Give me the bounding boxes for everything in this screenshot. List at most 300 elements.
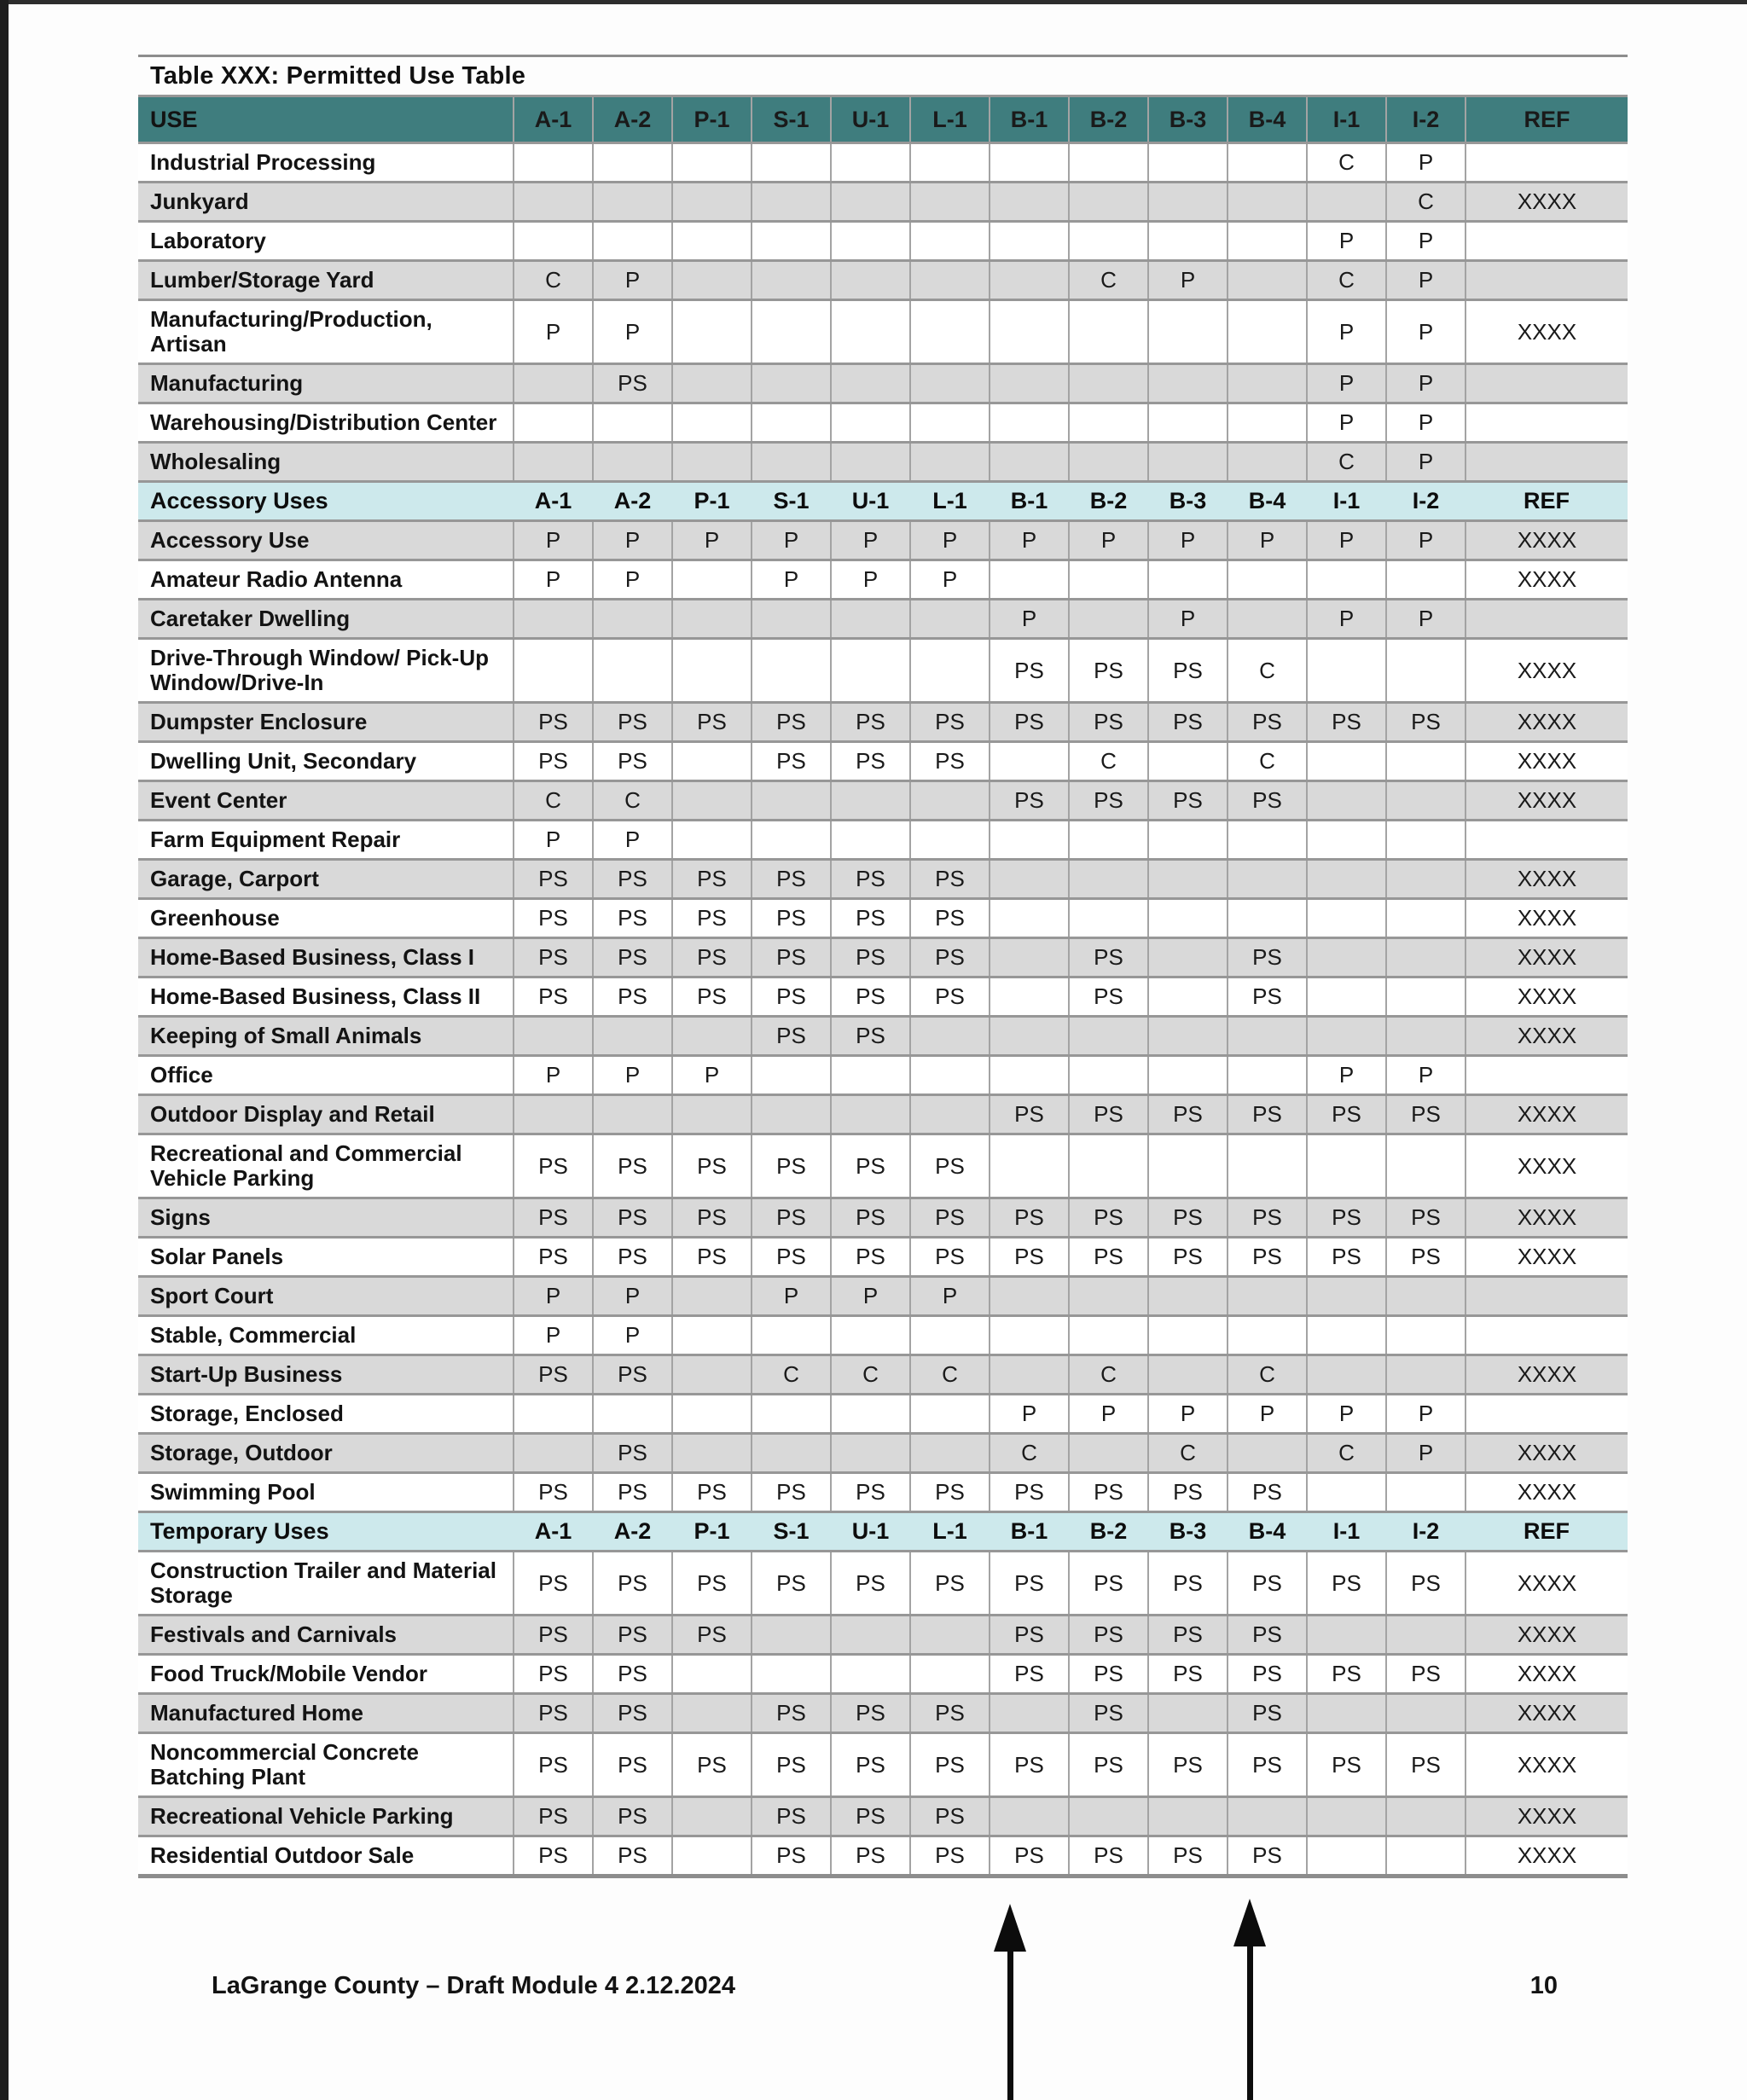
zone-permission-cell [831,1434,910,1473]
zone-permission-cell [910,364,990,403]
zone-permission-cell: PS [1228,703,1307,742]
zone-column-header: I-2 [1386,96,1466,143]
zone-permission-cell: P [1307,364,1386,403]
zone-permission-cell [1386,1694,1466,1733]
zone-permission-cell: P [1307,600,1386,639]
zone-permission-cell [1228,364,1307,403]
zone-permission-cell: PS [593,1836,672,1877]
zone-permission-cell [672,742,752,781]
zone-permission-cell [1069,1017,1148,1056]
zone-permission-cell [593,600,672,639]
zone-permission-cell: C [1228,639,1307,703]
zone-permission-cell: P [514,821,593,860]
zone-permission-cell: C [831,1355,910,1395]
zone-permission-cell [514,1095,593,1134]
zone-permission-cell: P [910,560,990,600]
zone-permission-cell [752,183,831,222]
zone-permission-cell [1069,560,1148,600]
zone-permission-cell: P [990,1395,1069,1434]
zone-permission-cell [672,1355,752,1395]
zone-permission-cell [910,1655,990,1694]
zone-permission-cell: PS [514,1694,593,1733]
zone-permission-cell [1069,443,1148,482]
zone-permission-cell: P [593,560,672,600]
zone-permission-cell: PS [672,1134,752,1198]
zone-permission-cell [514,1017,593,1056]
zone-permission-cell [1228,1316,1307,1355]
zone-permission-cell [1148,560,1228,600]
zone-permission-cell: PS [910,977,990,1017]
ref-cell: XXXX [1466,1655,1628,1694]
zone-permission-cell [1069,1316,1148,1355]
zone-permission-cell [514,143,593,183]
zone-permission-cell [1148,1134,1228,1198]
zone-permission-cell: PS [1307,1238,1386,1277]
zone-permission-cell [831,1655,910,1694]
use-cell: Wholesaling [138,443,514,482]
zone-permission-cell: P [831,560,910,600]
zone-permission-cell: PS [514,1355,593,1395]
ref-cell: XXXX [1466,977,1628,1017]
zone-permission-cell: P [910,521,990,560]
zone-permission-cell: PS [514,1836,593,1877]
section-header-row [138,1512,1628,1552]
zone-permission-cell [910,403,990,443]
zone-column-header: A-1 [514,482,593,521]
zone-permission-cell [910,300,990,364]
zone-permission-cell [990,1134,1069,1198]
zone-permission-cell: PS [1069,1616,1148,1655]
zone-permission-cell: PS [593,1238,672,1277]
zone-permission-cell [990,183,1069,222]
zone-permission-cell: PS [514,742,593,781]
zone-permission-cell: PS [990,1095,1069,1134]
use-cell: Garage, Carport [138,860,514,899]
zone-permission-cell [1386,1316,1466,1355]
zone-permission-cell: PS [990,703,1069,742]
use-cell: Storage, Outdoor [138,1434,514,1473]
zone-permission-cell [593,222,672,261]
zone-permission-cell: PS [1069,1095,1148,1134]
zone-permission-cell [672,781,752,821]
zone-permission-cell [1228,1797,1307,1836]
ref-cell: XXXX [1466,521,1628,560]
zone-permission-cell [990,364,1069,403]
ref-cell [1466,821,1628,860]
zone-permission-cell [1386,742,1466,781]
zone-permission-cell: PS [752,703,831,742]
zone-permission-cell [910,639,990,703]
table-row [138,222,1628,261]
zone-permission-cell [672,1277,752,1316]
zone-permission-cell: PS [1148,1733,1228,1797]
section-title-cell: Temporary Uses [138,1512,514,1552]
arrowhead [994,1904,1026,1952]
zone-permission-cell: PS [752,977,831,1017]
ref-cell: XXXX [1466,703,1628,742]
zone-column-header: L-1 [910,96,990,143]
zone-permission-cell: PS [1228,1095,1307,1134]
use-cell: Lumber/Storage Yard [138,261,514,300]
zone-permission-cell [1386,1836,1466,1877]
zone-permission-cell: P [593,1316,672,1355]
zone-permission-cell [1069,1277,1148,1316]
zone-column-header: A-1 [514,96,593,143]
zone-permission-cell [1228,1134,1307,1198]
zone-permission-cell [1148,222,1228,261]
zone-permission-cell: PS [1069,781,1148,821]
zone-permission-cell [1069,821,1148,860]
zone-permission-cell: PS [514,1134,593,1198]
zone-permission-cell [1307,1836,1386,1877]
ref-cell [1466,1316,1628,1355]
zone-permission-cell: PS [1069,1655,1148,1694]
zone-permission-cell [1148,403,1228,443]
zone-permission-cell [1069,403,1148,443]
zone-permission-cell: P [1386,1395,1466,1434]
zone-permission-cell [1148,1355,1228,1395]
zone-column-header: A-1 [514,1512,593,1552]
zone-permission-cell: PS [831,899,910,938]
zone-permission-cell: PS [752,1733,831,1797]
zone-permission-cell [593,183,672,222]
zone-permission-cell [910,222,990,261]
zone-permission-cell [672,1655,752,1694]
use-cell: Residential Outdoor Sale [138,1836,514,1877]
zone-permission-cell [990,403,1069,443]
ref-cell: XXXX [1466,1017,1628,1056]
table-body [138,96,1628,1877]
zone-permission-cell: PS [910,1694,990,1733]
zone-permission-cell: PS [593,1797,672,1836]
zone-permission-cell: PS [910,1836,990,1877]
zone-permission-cell: PS [1228,1473,1307,1512]
zone-column-header: L-1 [910,1512,990,1552]
zone-permission-cell: PS [752,938,831,977]
zone-permission-cell [990,1355,1069,1395]
zone-permission-cell: P [514,560,593,600]
ref-cell [1466,1395,1628,1434]
zone-permission-cell: PS [831,742,910,781]
zone-permission-cell: PS [910,1134,990,1198]
zone-permission-cell [910,1434,990,1473]
zone-permission-cell: PS [1228,1616,1307,1655]
zone-permission-cell [831,1316,910,1355]
zone-permission-cell: PS [672,1552,752,1616]
zone-permission-cell: PS [910,1733,990,1797]
zone-permission-cell [1069,1797,1148,1836]
zone-permission-cell [910,600,990,639]
zone-permission-cell: P [593,521,672,560]
use-cell: Noncommercial Concrete Batching Plant [138,1733,514,1797]
zone-permission-cell: PS [593,1655,672,1694]
zone-column-header: B-1 [990,1512,1069,1552]
zone-permission-cell: P [752,1277,831,1316]
zone-permission-cell: P [831,521,910,560]
table-row [138,977,1628,1017]
zone-permission-cell: PS [593,1733,672,1797]
zone-permission-cell: PS [593,703,672,742]
zone-permission-cell: P [672,1056,752,1095]
zone-permission-cell [514,403,593,443]
use-cell: Home-Based Business, Class I [138,938,514,977]
zone-permission-cell [672,1694,752,1733]
zone-permission-cell: PS [514,860,593,899]
zone-permission-cell: C [514,261,593,300]
zone-permission-cell [1228,860,1307,899]
table-row [138,1694,1628,1733]
zone-column-header: I-2 [1386,1512,1466,1552]
zone-permission-cell [514,183,593,222]
zone-permission-cell: PS [514,1473,593,1512]
zone-permission-cell: PS [1069,1733,1148,1797]
zone-permission-cell [990,1017,1069,1056]
zone-permission-cell: PS [1148,1473,1228,1512]
use-cell: Office [138,1056,514,1095]
zone-permission-cell [990,860,1069,899]
zone-permission-cell [1069,1056,1148,1095]
zone-permission-cell: PS [1228,781,1307,821]
zone-permission-cell [990,1316,1069,1355]
zone-permission-cell [1386,860,1466,899]
ref-cell: XXXX [1466,1836,1628,1877]
zone-permission-cell: P [1307,403,1386,443]
zone-permission-cell: PS [1386,703,1466,742]
ref-cell: XXXX [1466,1355,1628,1395]
zone-permission-cell [752,261,831,300]
zone-column-header: S-1 [752,96,831,143]
zone-permission-cell [910,1095,990,1134]
permitted-use-table-block [138,55,1628,1878]
zone-permission-cell [752,143,831,183]
zone-permission-cell: C [910,1355,990,1395]
zone-permission-cell [672,821,752,860]
zone-permission-cell: P [1386,1056,1466,1095]
zone-permission-cell: P [1069,521,1148,560]
zone-permission-cell: PS [910,860,990,899]
zone-permission-cell: PS [1386,1238,1466,1277]
page-footer [212,1972,1558,2000]
zone-permission-cell [910,443,990,482]
table-row [138,1655,1628,1694]
zone-permission-cell [752,821,831,860]
zone-permission-cell: C [1307,143,1386,183]
ref-column-header: REF [1466,1512,1628,1552]
zone-permission-cell [1228,821,1307,860]
use-cell: Dumpster Enclosure [138,703,514,742]
zone-permission-cell [1228,143,1307,183]
zone-permission-cell [1228,261,1307,300]
zone-permission-cell [990,1056,1069,1095]
zone-permission-cell [1386,1355,1466,1395]
table-row [138,403,1628,443]
zone-permission-cell: P [1386,222,1466,261]
zone-permission-cell [593,143,672,183]
zone-permission-cell [1069,183,1148,222]
zone-permission-cell: P [1228,1395,1307,1434]
use-cell: Start-Up Business [138,1355,514,1395]
section-header-row [138,482,1628,521]
zone-permission-cell [1148,1277,1228,1316]
zone-permission-cell: PS [831,1733,910,1797]
zone-permission-cell: PS [752,1134,831,1198]
table-row [138,821,1628,860]
zone-permission-cell [593,443,672,482]
ref-cell [1466,143,1628,183]
zone-permission-cell: P [1228,521,1307,560]
zone-permission-cell: PS [831,1694,910,1733]
zone-permission-cell: PS [514,938,593,977]
ref-cell: XXXX [1466,560,1628,600]
zone-permission-cell: PS [990,1616,1069,1655]
ref-cell: XXXX [1466,1733,1628,1797]
zone-permission-cell [1228,899,1307,938]
zone-permission-cell: PS [1228,1552,1307,1616]
zone-permission-cell [1386,1134,1466,1198]
table-row [138,1473,1628,1512]
zone-permission-cell [831,639,910,703]
zone-permission-cell [514,222,593,261]
zone-permission-cell [1307,1355,1386,1395]
zone-permission-cell: P [1386,300,1466,364]
zone-permission-cell: PS [593,1434,672,1473]
zone-permission-cell: C [1228,1355,1307,1395]
zone-permission-cell: PS [1228,1694,1307,1733]
zone-permission-cell [990,222,1069,261]
zone-permission-cell [1386,781,1466,821]
ref-cell: XXXX [1466,1238,1628,1277]
zone-permission-cell [990,261,1069,300]
zone-permission-cell [910,1395,990,1434]
table-row [138,1277,1628,1316]
zone-permission-cell: PS [831,860,910,899]
zone-permission-cell [831,821,910,860]
zone-column-header: B-2 [1069,96,1148,143]
zone-permission-cell [831,1095,910,1134]
zone-permission-cell: C [1069,742,1148,781]
use-cell: Food Truck/Mobile Vendor [138,1655,514,1694]
zone-permission-cell: PS [593,742,672,781]
ref-cell: XXXX [1466,1198,1628,1238]
zone-permission-cell [514,1434,593,1473]
zone-permission-cell [990,443,1069,482]
zone-permission-cell: C [1148,1434,1228,1473]
zone-permission-cell: PS [514,1655,593,1694]
zone-permission-cell: PS [1307,703,1386,742]
zone-permission-cell: PS [1069,1552,1148,1616]
ref-cell [1466,1277,1628,1316]
zone-permission-cell: PS [514,1238,593,1277]
zone-permission-cell: PS [752,742,831,781]
zone-permission-cell: P [514,300,593,364]
zone-permission-cell [831,403,910,443]
zone-permission-cell: PS [910,1238,990,1277]
zone-permission-cell: PS [831,1134,910,1198]
zone-permission-cell [1307,1017,1386,1056]
zone-permission-cell: PS [593,899,672,938]
zone-permission-cell [1386,639,1466,703]
zone-permission-cell [1069,1434,1148,1473]
zone-permission-cell [1307,560,1386,600]
zone-permission-cell [990,899,1069,938]
zone-permission-cell: PS [672,860,752,899]
zone-permission-cell: PS [910,1198,990,1238]
zone-permission-cell: PS [514,1616,593,1655]
zone-permission-cell [1307,742,1386,781]
zone-permission-cell [831,222,910,261]
zone-permission-cell: PS [1148,781,1228,821]
table-row [138,1056,1628,1095]
ref-cell [1466,403,1628,443]
zone-permission-cell: PS [1069,977,1148,1017]
ref-cell: XXXX [1466,300,1628,364]
zone-permission-cell: PS [1307,1655,1386,1694]
zone-permission-cell: C [514,781,593,821]
zone-column-header: B-4 [1228,482,1307,521]
zone-permission-cell [990,1797,1069,1836]
zone-permission-cell: PS [1069,703,1148,742]
zone-permission-cell: PS [831,1473,910,1512]
zone-permission-cell [1307,938,1386,977]
table-row [138,261,1628,300]
zone-permission-cell: PS [593,938,672,977]
zone-permission-cell: C [1307,261,1386,300]
zone-permission-cell: PS [990,1733,1069,1797]
zone-permission-cell [831,300,910,364]
use-cell: Manufacturing [138,364,514,403]
zone-permission-cell [831,183,910,222]
ref-cell: XXXX [1466,1134,1628,1198]
table-row [138,1616,1628,1655]
zone-permission-cell: PS [593,860,672,899]
zone-permission-cell [831,781,910,821]
zone-permission-cell: PS [990,1836,1069,1877]
zone-permission-cell: PS [752,1552,831,1616]
ref-column-header: REF [1466,96,1628,143]
table-row [138,781,1628,821]
use-cell: Solar Panels [138,1238,514,1277]
table-row [138,443,1628,482]
zone-permission-cell: PS [514,1552,593,1616]
zone-permission-cell: PS [990,1473,1069,1512]
zone-permission-cell [672,1797,752,1836]
zone-permission-cell: P [1148,1395,1228,1434]
zone-permission-cell [672,1316,752,1355]
zone-permission-cell [1307,639,1386,703]
zone-permission-cell: PS [1148,1655,1228,1694]
zone-permission-cell [1307,1316,1386,1355]
zone-permission-cell: PS [990,1238,1069,1277]
zone-permission-cell: PS [910,703,990,742]
zone-permission-cell: PS [990,781,1069,821]
zone-permission-cell [672,403,752,443]
table-row [138,183,1628,222]
zone-column-header: B-1 [990,96,1069,143]
zone-permission-cell: PS [1386,1655,1466,1694]
zone-permission-cell [752,222,831,261]
zone-permission-cell [990,300,1069,364]
use-column-header: USE [138,96,514,143]
zone-permission-cell: P [1307,521,1386,560]
zone-permission-cell: PS [593,1694,672,1733]
zone-permission-cell [672,1434,752,1473]
table-row [138,1198,1628,1238]
zone-permission-cell [1228,1434,1307,1473]
table-row [138,1733,1628,1797]
zone-permission-cell [990,560,1069,600]
use-cell: Manufacturing/Production, Artisan [138,300,514,364]
table-row [138,703,1628,742]
